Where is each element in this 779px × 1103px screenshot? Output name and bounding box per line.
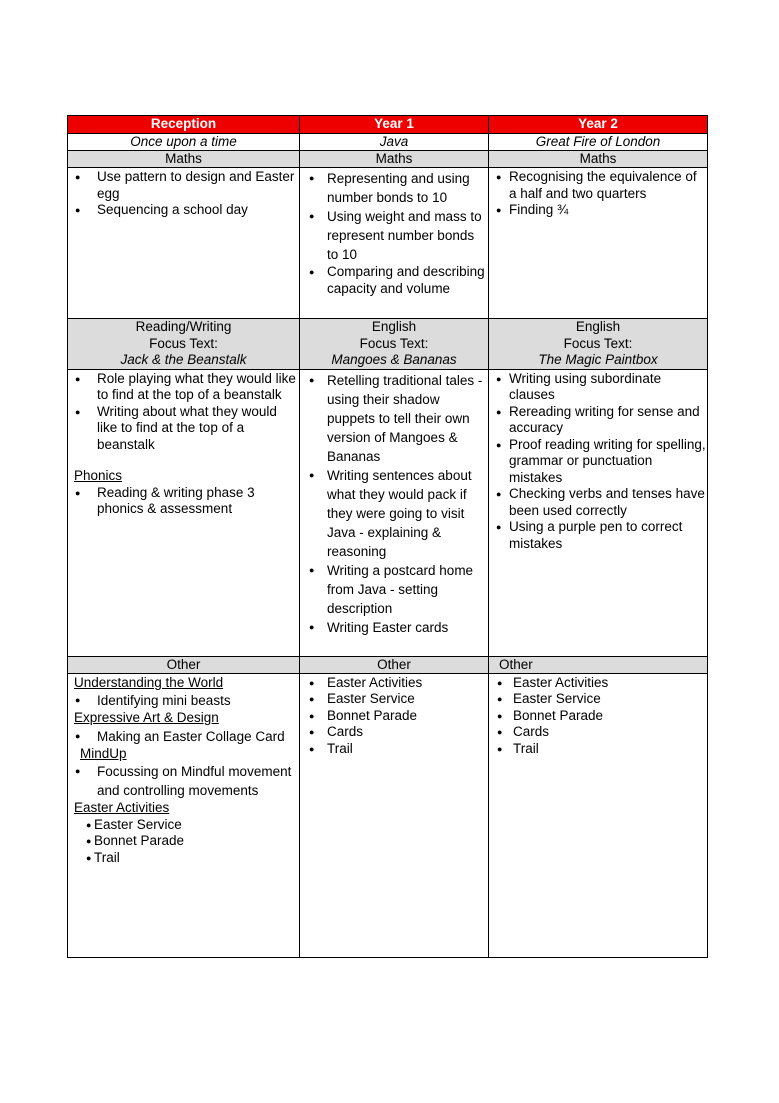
topic-year-2: Great Fire of London (489, 134, 708, 151)
section-list (68, 817, 299, 867)
english-list-reception (68, 371, 299, 454)
list-item: ● Retelling traditional tales - using their shadow puppets to tell their own version of Mangoes & Bananas (300, 371, 488, 466)
section-heading: MindUp (80, 745, 127, 761)
maths-cell-year-2 (489, 168, 708, 319)
other-list-year-1 (300, 675, 488, 758)
section-list (68, 727, 299, 746)
list-item: ● Easter Activities (489, 675, 707, 692)
header-year-2: Year 2 (489, 116, 708, 134)
list-item: ● Trail (300, 741, 488, 758)
english-label-reception (68, 319, 300, 370)
list-item: ● Reading & writing phase 3 phonics & assessment (68, 485, 299, 518)
list-item: ● Easter Activities (300, 675, 488, 692)
list-item: ● Easter Service (489, 691, 707, 708)
topic-year-1: Java (300, 134, 489, 151)
other-label-year-1: Other (300, 656, 489, 673)
section-heading: Easter Activities (74, 800, 170, 815)
topic-reception: Once upon a time (68, 134, 300, 151)
other-cell-reception (68, 673, 300, 957)
english-cell-year-2 (489, 369, 708, 656)
english-label-year-2 (489, 319, 708, 370)
subject-label: Reading/Writing (135, 319, 232, 334)
list-item: ● Comparing and describing capacity and volume (300, 264, 488, 297)
english-list-year-2 (489, 371, 707, 553)
topic-row (68, 134, 708, 151)
maths-list-year-1 (300, 169, 488, 297)
maths-subject-row (68, 151, 708, 168)
focus-text: Jack & the Beanstalk (120, 352, 247, 367)
curriculum-table (67, 115, 708, 958)
list-item: ● Checking verbs and tenses have been used correctly (489, 486, 707, 519)
list-item: ● Making an Easter Collage Card (68, 727, 299, 746)
focus-label: Focus Text: (563, 335, 633, 351)
list-item: ● Role playing what they would like to find at the top of a beanstalk (68, 371, 299, 404)
maths-content-row (68, 168, 708, 319)
list-item: ● Identifying mini beasts (68, 691, 299, 710)
maths-label-reception: Maths (68, 151, 300, 168)
english-list-year-1 (300, 371, 488, 637)
other-label-year-2: Other (489, 656, 708, 673)
list-item: ● Representing and using number bonds to 10 (300, 169, 488, 207)
list-item: ● Writing Easter cards (300, 618, 488, 637)
section-heading: Expressive Art & Design (74, 710, 219, 725)
header-reception: Reception (68, 116, 300, 134)
list-item: ● Trail (489, 741, 707, 758)
list-item: ● Proof reading writing for spelling, grammar or punctuation mistakes (489, 437, 707, 487)
list-item: ● Rereading writing for sense and accuracy (489, 404, 707, 437)
list-item: ● Bonnet Parade (68, 833, 299, 850)
english-label-year-1 (300, 319, 489, 370)
other-list-year-2 (489, 675, 707, 758)
list-item: ● Writing a postcard home from Java - setting description (300, 561, 488, 618)
phonics-heading: Phonics (74, 468, 123, 483)
english-cell-reception (68, 369, 300, 656)
maths-list-reception (68, 169, 299, 219)
list-item: ● Bonnet Parade (300, 708, 488, 725)
subject-label: English (575, 319, 621, 334)
list-item: ● Easter Service (68, 817, 299, 834)
other-cell-year-1 (300, 673, 489, 957)
list-item: ● Cards (300, 724, 488, 741)
maths-label-year-2: Maths (489, 151, 708, 168)
list-item: ● Recognising the equivalence of a half and two quarters (489, 169, 707, 202)
list-item: ● Easter Service (300, 691, 488, 708)
subject-label: English (371, 319, 417, 334)
list-item: ● Sequencing a school day (68, 202, 299, 219)
section-list (68, 691, 299, 710)
list-item: ● Writing about what they would like to find at the top of a beanstalk (68, 404, 299, 454)
other-label-reception: Other (68, 656, 300, 673)
maths-label-year-1: Maths (300, 151, 489, 168)
list-item: ● Bonnet Parade (489, 708, 707, 725)
maths-cell-year-1 (300, 168, 489, 319)
maths-list-year-2 (489, 169, 707, 219)
other-cell-year-2 (489, 673, 708, 957)
other-subject-row (68, 656, 708, 673)
list-item: ● Writing using subordinate clauses (489, 371, 707, 404)
list-item: ● Writing sentences about what they would pack if they were going to visit Java - explaining & reasoning (300, 466, 488, 561)
focus-text: The Magic Paintbox (538, 352, 658, 367)
year-header-row (68, 116, 708, 134)
english-cell-year-1 (300, 369, 489, 656)
list-item: ● Focussing on Mindful movement and controlling movements (68, 762, 299, 800)
other-content-row (68, 673, 708, 957)
maths-cell-reception (68, 168, 300, 319)
list-item: ● Finding ¾ (489, 202, 707, 219)
section-list (68, 762, 299, 800)
focus-text: Mangoes & Bananas (331, 352, 457, 367)
english-subject-row (68, 319, 708, 370)
header-year-1: Year 1 (300, 116, 489, 134)
section-heading: Understanding the World (74, 674, 224, 690)
focus-label: Focus Text: (359, 335, 429, 351)
list-item: ● Using a purple pen to correct mistakes (489, 519, 707, 552)
list-item: ● Using weight and mass to represent number bonds to 10 (300, 207, 488, 264)
phonics-list (68, 485, 299, 518)
list-item: ● Trail (68, 850, 299, 867)
english-content-row (68, 369, 708, 656)
focus-label: Focus Text: (149, 335, 218, 351)
list-item: ● Use pattern to design and Easter egg (68, 169, 299, 202)
list-item: ● Cards (489, 724, 707, 741)
